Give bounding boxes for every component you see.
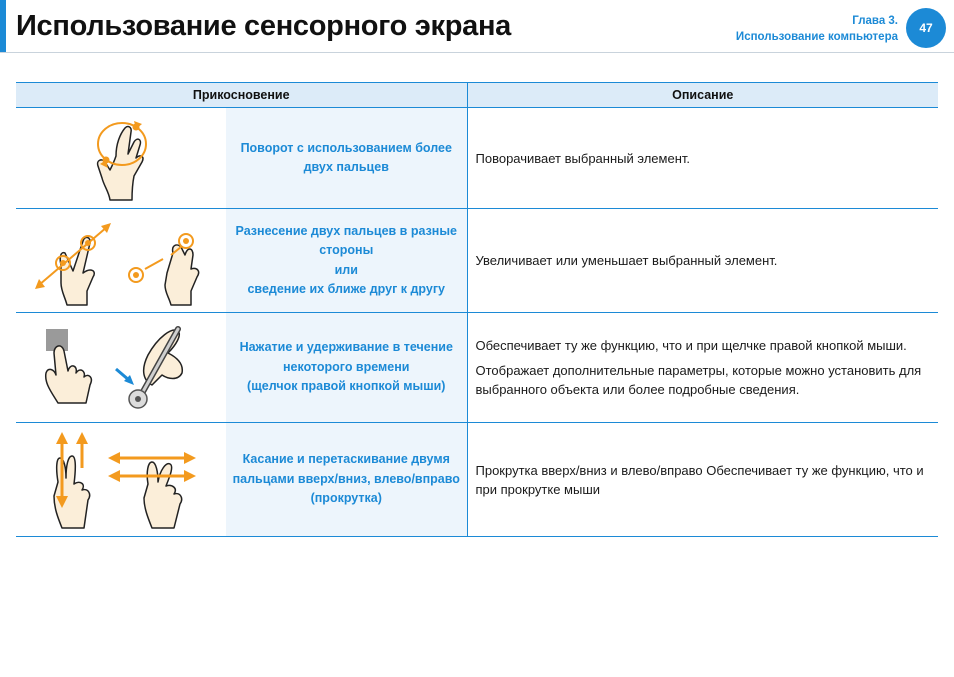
chapter-name: Использование компьютера <box>735 31 898 43</box>
description-text: Поворачивает выбранный элемент. <box>475 150 690 166</box>
gesture-description <box>467 209 938 313</box>
chapter-label <box>736 13 898 45</box>
gesture-name-line: (щелчок правой кнопкой мыши) <box>247 379 446 394</box>
rotate-gesture-icon <box>76 114 166 202</box>
pinch-zoom-gesture-icon <box>21 213 221 309</box>
gesture-name-line: Касание и перетаскивание двумя пальцами вверх/вниз, влево/вправо <box>232 452 460 486</box>
table-row <box>16 108 938 209</box>
table-row <box>16 313 938 423</box>
table-row <box>16 423 938 537</box>
description-text: Отображает дополнительные параметры, которые можно установить для выбранного объекта или более подробные сведения. <box>475 363 922 397</box>
gesture-name-line: сведение их ближе друг к другу <box>247 282 446 296</box>
gesture-description <box>467 108 938 209</box>
gesture-name: Поворот с использованием более двух пальцев <box>226 108 467 209</box>
gesture-description <box>467 423 938 537</box>
gesture-name-line: Разнесение двух пальцев в разные стороны <box>235 223 457 257</box>
header-accent-bar <box>0 0 6 52</box>
gesture-name <box>226 209 467 313</box>
description-text: Обеспечивает ту же функцию, что и при щелчке правой кнопкой мыши. <box>475 338 907 353</box>
gesture-table <box>16 82 938 537</box>
gesture-name <box>226 313 467 423</box>
header-divider <box>0 52 954 53</box>
gesture-description <box>467 313 938 423</box>
chapter-number: Глава 3. <box>852 15 898 27</box>
gesture-icon-cell <box>16 313 226 423</box>
gesture-name-line: или <box>334 262 358 277</box>
gesture-name <box>226 423 467 537</box>
page-title: Использование сенсорного экрана <box>16 10 511 42</box>
column-header-description: Описание <box>467 83 938 108</box>
gesture-icon-cell <box>16 209 226 313</box>
column-header-touch: Прикосновение <box>16 83 467 108</box>
table-header-row <box>16 83 938 108</box>
gesture-icon-cell <box>16 423 226 537</box>
gesture-name-line: (прокрутка) <box>310 491 382 506</box>
two-finger-drag-gesture-icon <box>36 428 206 532</box>
press-and-hold-gesture-icon <box>36 323 206 413</box>
description-text: Увеличивает или уменьшает выбранный элемент. <box>475 253 778 268</box>
description-text: Прокрутка вверх/вниз и влево/вправо Обеспечивает ту же функцию, что и при прокрутке мыши <box>475 462 924 497</box>
gesture-icon-cell <box>16 108 226 209</box>
table-row <box>16 209 938 313</box>
page-number-badge: 47 <box>906 8 946 48</box>
gesture-name-line: Нажатие и удерживание в течение некоторого времени <box>239 340 453 374</box>
